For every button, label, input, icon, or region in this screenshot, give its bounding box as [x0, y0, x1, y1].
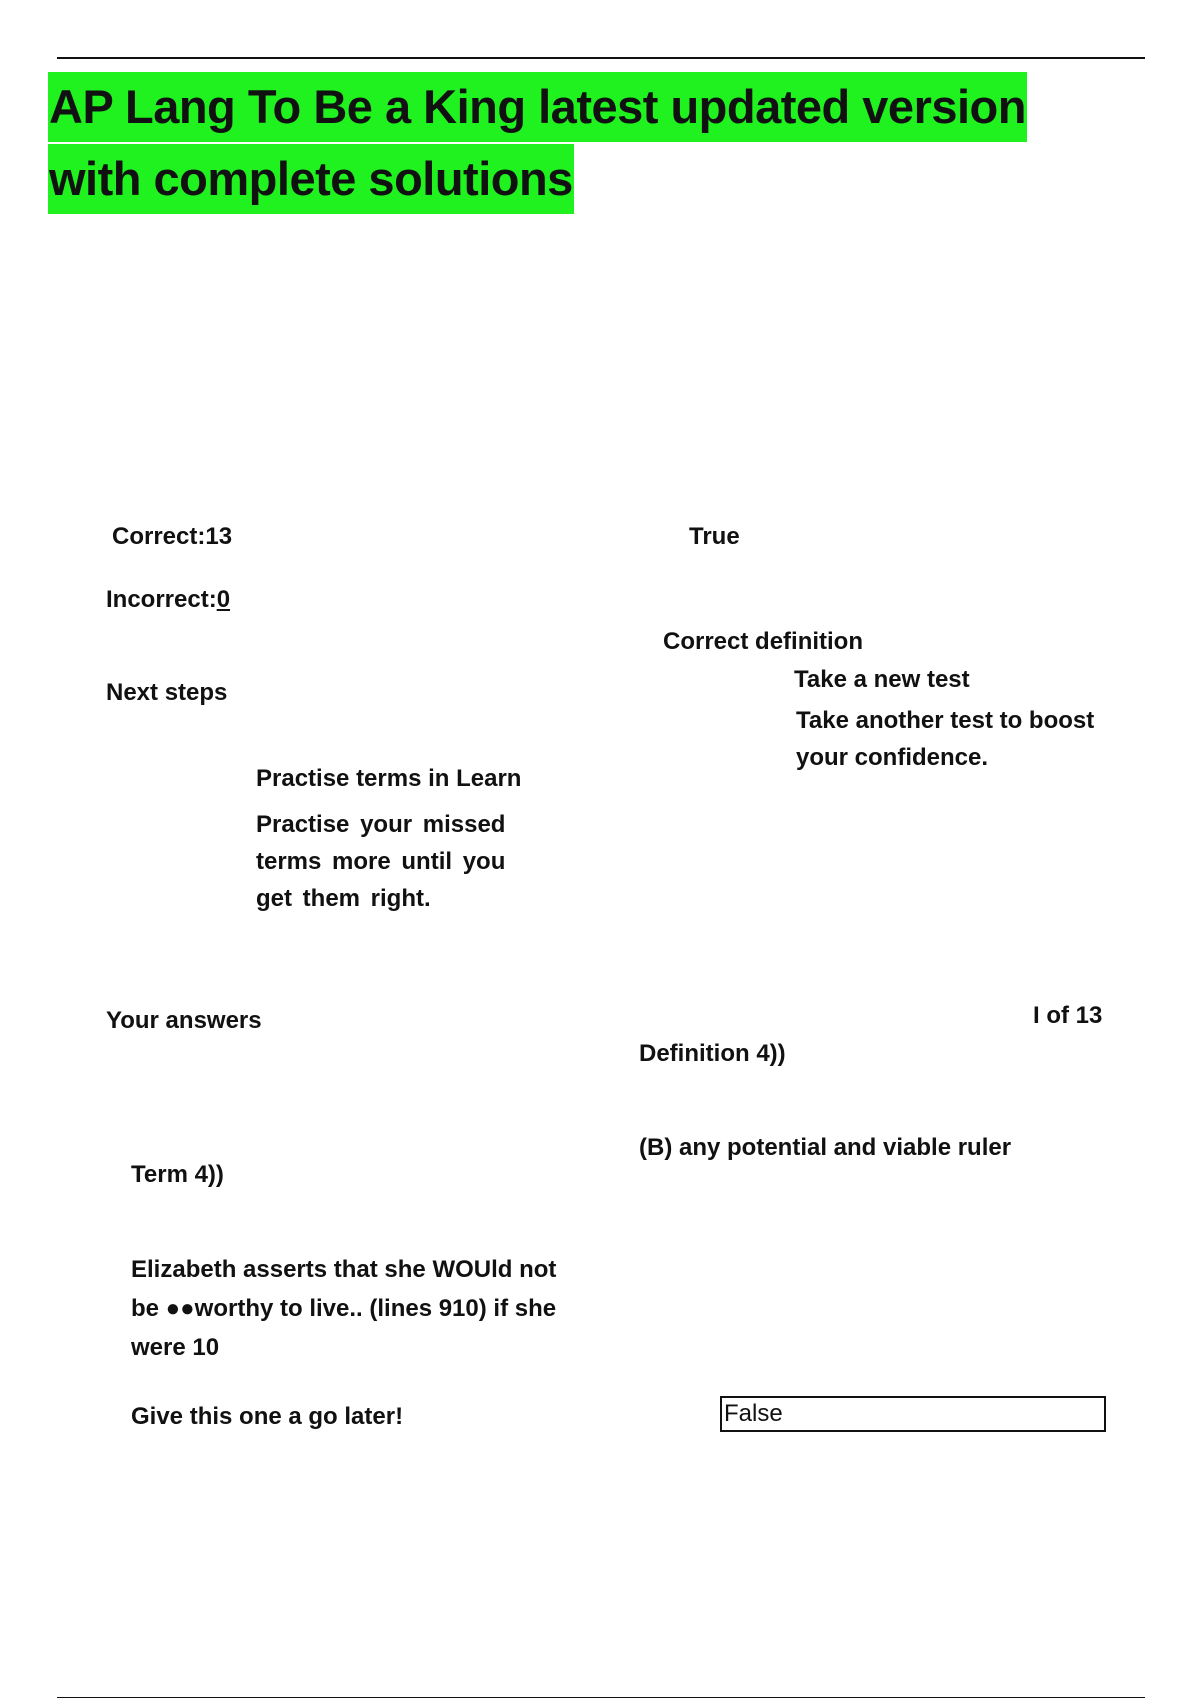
definition-label: Definition 4)) — [639, 1040, 786, 1067]
your-answers-heading: Your answers — [106, 1007, 262, 1034]
title-line-1: AP Lang To Be a King latest updated version — [48, 72, 1027, 142]
answer-false-box[interactable]: False — [720, 1396, 1106, 1432]
incorrect-count: Incorrect:0 — [106, 586, 231, 613]
take-new-test-link[interactable]: Take a new test — [794, 666, 970, 693]
practise-learn-link[interactable]: Practise terms in Learn — [256, 765, 522, 792]
correct-count: Correct:13 — [112, 523, 233, 550]
page-title — [48, 72, 1148, 216]
next-steps-heading: Next steps — [106, 679, 228, 706]
question-counter: I of 13 — [1033, 1002, 1103, 1029]
practise-learn-description: Practise your missed terms more until you get them right. — [256, 811, 506, 912]
take-new-test-description: Take another test to boost your confidence. — [796, 707, 1095, 771]
result-value: True — [689, 523, 740, 550]
give-later-text: Give this one a go later! — [131, 1403, 404, 1430]
term-text: Elizabeth asserts that she WOUld not be ●●worthy to live.. (lines 910) if she were 10 — [131, 1256, 557, 1361]
definition-text: (B) any potential and viable ruler — [639, 1134, 1012, 1161]
term-label: Term 4)) — [131, 1161, 224, 1188]
top-rule — [57, 57, 1145, 59]
title-line-2: with complete solutions — [48, 144, 574, 214]
correct-definition-label: Correct definition — [663, 628, 864, 655]
bottom-rule — [57, 1697, 1145, 1698]
